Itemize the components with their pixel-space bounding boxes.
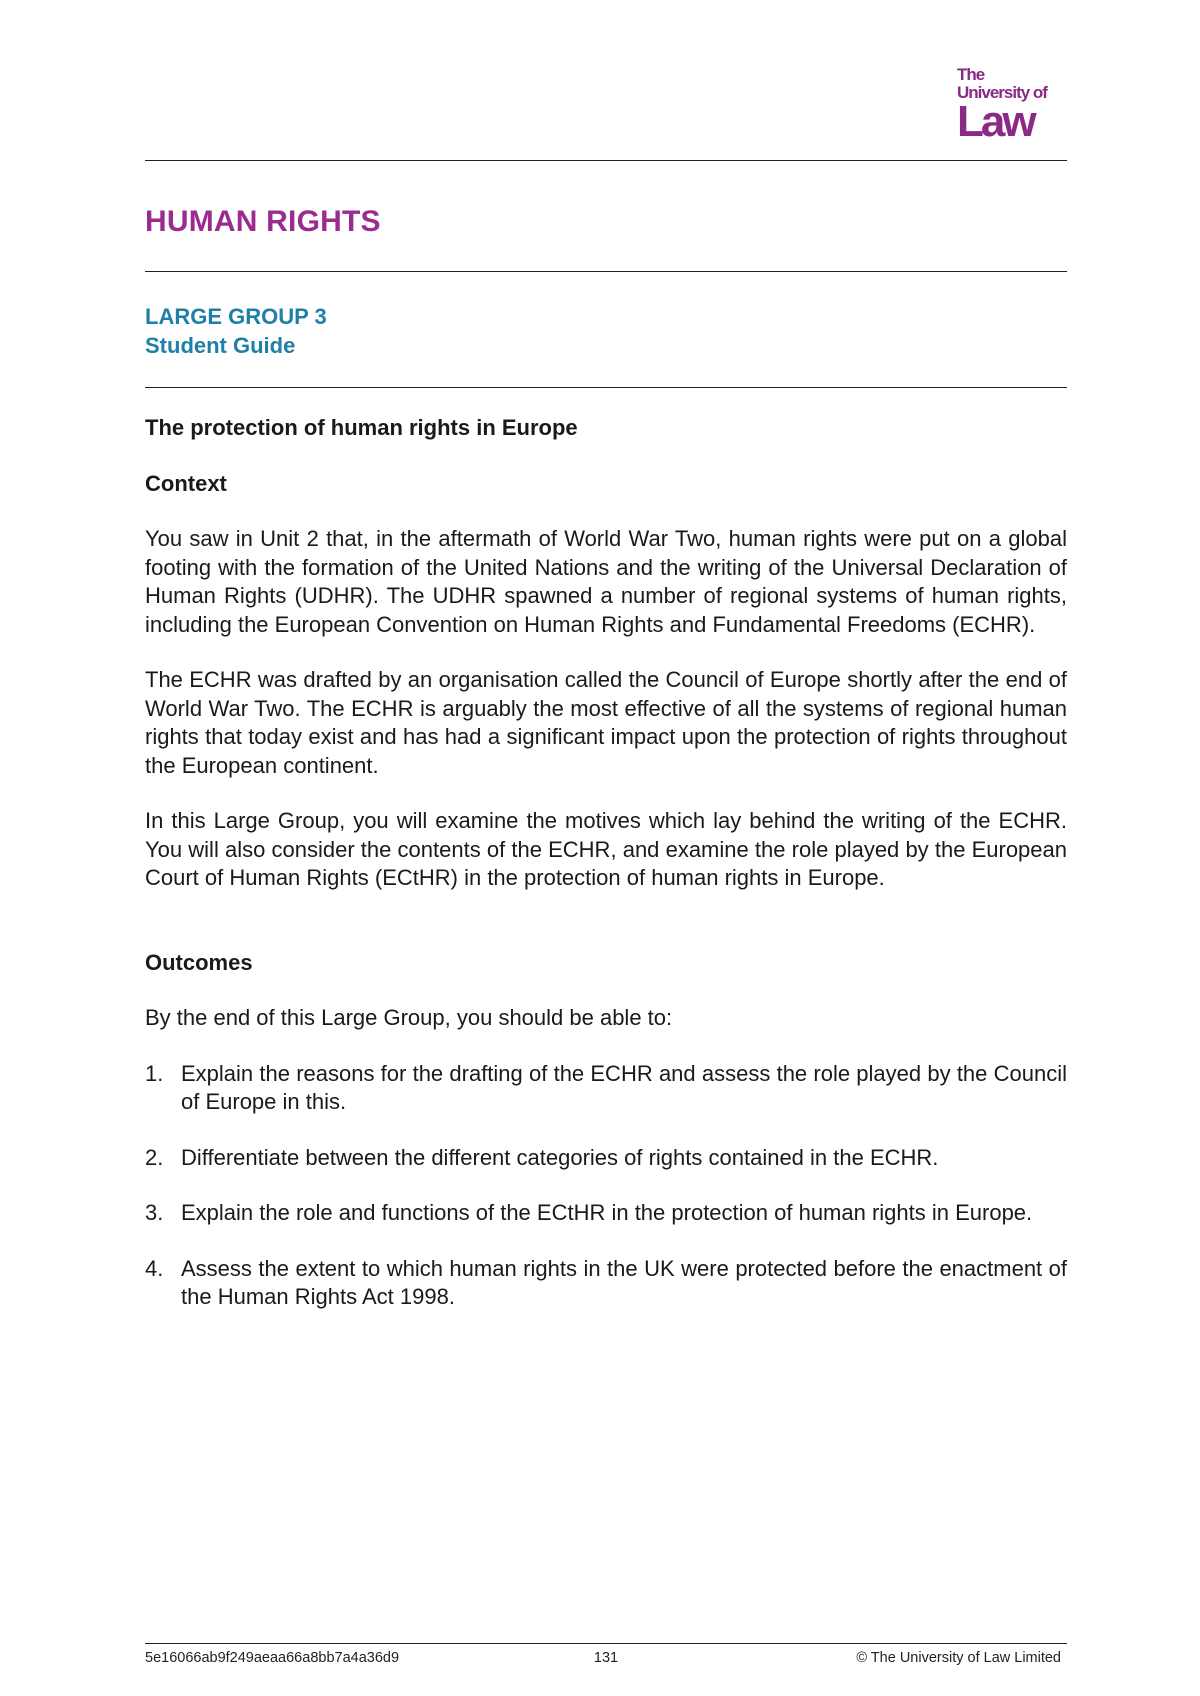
logo-line-the: The: [957, 65, 985, 84]
outcomes-heading: Outcomes: [145, 949, 253, 975]
logo-line-law: Law: [957, 97, 1034, 146]
section-heading: The protection of human rights in Europe: [145, 415, 578, 440]
main-content: [145, 414, 1067, 1339]
context-paragraph: In this Large Group, you will examine the motives which lay behind the writing of the ECHR. You will also consider the contents of the ECHR, and examine the role played by the European Court of Human Rights (ECtHR) in the protection of human rights in Europe.: [145, 808, 1067, 890]
list-item-number: 4.: [145, 1255, 164, 1281]
list-item-number: 2.: [145, 1144, 164, 1170]
outcomes-intro: By the end of this Large Group, you should be able to:: [145, 1005, 673, 1030]
list-item-text: Assess the extent to which human rights in the UK were protected before the enactment of the Human Rights Act 1998.: [181, 1255, 1067, 1309]
student-guide-label: Student Guide: [145, 333, 296, 358]
page-number: 131: [593, 1650, 619, 1666]
list-item-text: Explain the reasons for the drafting of the ECHR and assess the role played by the Council of Europe in this.: [181, 1060, 1067, 1114]
outcomes-list: [145, 1060, 1067, 1312]
list-item: [145, 1255, 1067, 1312]
logo-line-university: University of: [957, 83, 1047, 102]
header-divider-bottom: [145, 387, 1067, 388]
subtitle-block: [145, 302, 327, 360]
university-logo: [957, 66, 1057, 146]
list-item-text: Differentiate between the different categories of rights contained in the ECHR.: [181, 1144, 939, 1170]
document-page: [145, 0, 1067, 1696]
copyright-notice: © The University of Law Limited: [856, 1650, 1061, 1666]
large-group-label: LARGE GROUP 3: [145, 304, 327, 329]
document-id: 5e16066ab9f249aeaa66a8bb7a4a36d9: [145, 1650, 400, 1666]
header-divider-middle: [145, 271, 1067, 272]
list-item-number: 3.: [145, 1200, 164, 1225]
list-item: [145, 1199, 1067, 1228]
context-paragraph: You saw in Unit 2 that, in the aftermath of World War Two, human rights were put on a global footing with the formation of the United Nations and the writing of the Universal Declaration of Human Rights (UDHR). The UDHR spawned a number of regional systems of human rights, including the European Convention on Human Rights and Fundamental Freedoms (ECHR).: [145, 526, 1067, 637]
header-divider-top: [145, 160, 1067, 161]
list-item-number: 1.: [145, 1060, 164, 1086]
context-paragraph: The ECHR was drafted by an organisation called the Council of Europe shortly after the end of World War Two. The ECHR is arguably the most effective of all the systems of regional human rights that today exist and has had a significant impact upon the protection of rights throughout the European continent.: [145, 667, 1067, 778]
list-item: [145, 1144, 1067, 1173]
context-heading: Context: [145, 470, 227, 496]
footer-divider: [145, 1643, 1067, 1644]
page-title: HUMAN RIGHTS: [145, 205, 381, 238]
list-item: [145, 1060, 1067, 1117]
list-item-text: Explain the role and functions of the ECtHR in the protection of human rights in Europe.: [181, 1200, 1033, 1225]
